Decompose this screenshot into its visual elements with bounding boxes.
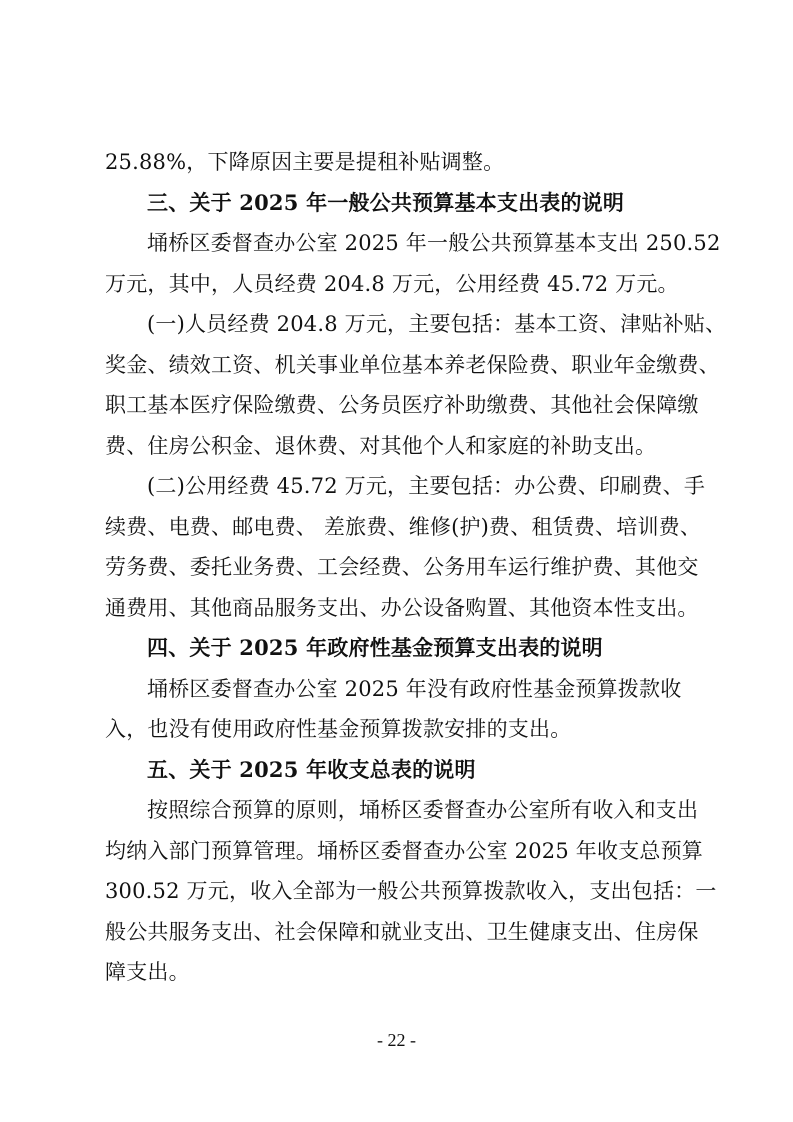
paragraph-line: 奖金、绩效工资、机关事业单位基本养老保险费、职业年金缴费、 (105, 352, 720, 377)
paragraph-line: 300.52 万元，收入全部为一般公共预算拨款收入，支出包括：一 (105, 879, 717, 903)
paragraph-line: 按照综合预算的原则，埇桥区委督查办公室所有收入和支出 (147, 798, 699, 822)
paragraph-line: (一)人员经费 204.8 万元，主要包括：基本工资、津贴补贴、 (147, 312, 727, 336)
paragraph-line: 25.88%，下降原因主要是提租补贴调整。 (105, 150, 505, 174)
paragraph-line: 劳务费、委托业务费、工会经费、公务用车运行维护费、其他交 (105, 555, 699, 579)
page-number: - 22 - (377, 1029, 416, 1050)
section-heading-4: 四、关于 2025 年政府性基金预算支出表的说明 (147, 635, 603, 660)
section-heading-5: 五、关于 2025 年收支总表的说明 (147, 756, 476, 782)
paragraph-line: 费、住房公积金、退休费、对其他个人和家庭的补助支出。 (105, 433, 657, 458)
paragraph-line: 埇桥区委督查办公室 2025 年没有政府性基金预算拨款收 (147, 676, 682, 701)
paragraph-line: 般公共服务支出、社会保障和就业支出、卫生健康支出、住房保 (105, 919, 699, 944)
paragraph-line: 入，也没有使用政府性基金预算拨款安排的支出。 (105, 717, 572, 741)
paragraph-line: 埇桥区委督查办公室 2025 年一般公共预算基本支出 250.52 (147, 231, 721, 255)
section-heading-3: 三、关于 2025 年一般公共预算基本支出表的说明 (147, 189, 625, 215)
paragraph-line: 通费用、其他商品服务支出、办公设备购置、其他资本性支出。 (105, 595, 699, 620)
paragraph-line: 万元，其中，人员经费 204.8 万元，公用经费 45.72 万元。 (105, 271, 679, 296)
paragraph-line: 障支出。 (105, 960, 190, 984)
paragraph-line: 续费、电费、邮电费、 差旅费、维修(护)费、租赁费、培训费、 (105, 514, 702, 539)
paragraph-line: (二)公用经费 45.72 万元，主要包括：办公费、印刷费、手 (147, 474, 706, 498)
paragraph-line: 均纳入部门预算管理。埇桥区委督查办公室 2025 年收支总预算 (105, 838, 703, 863)
paragraph-line: 职工基本医疗保险缴费、公务员医疗补助缴费、其他社会保障缴 (105, 393, 699, 417)
